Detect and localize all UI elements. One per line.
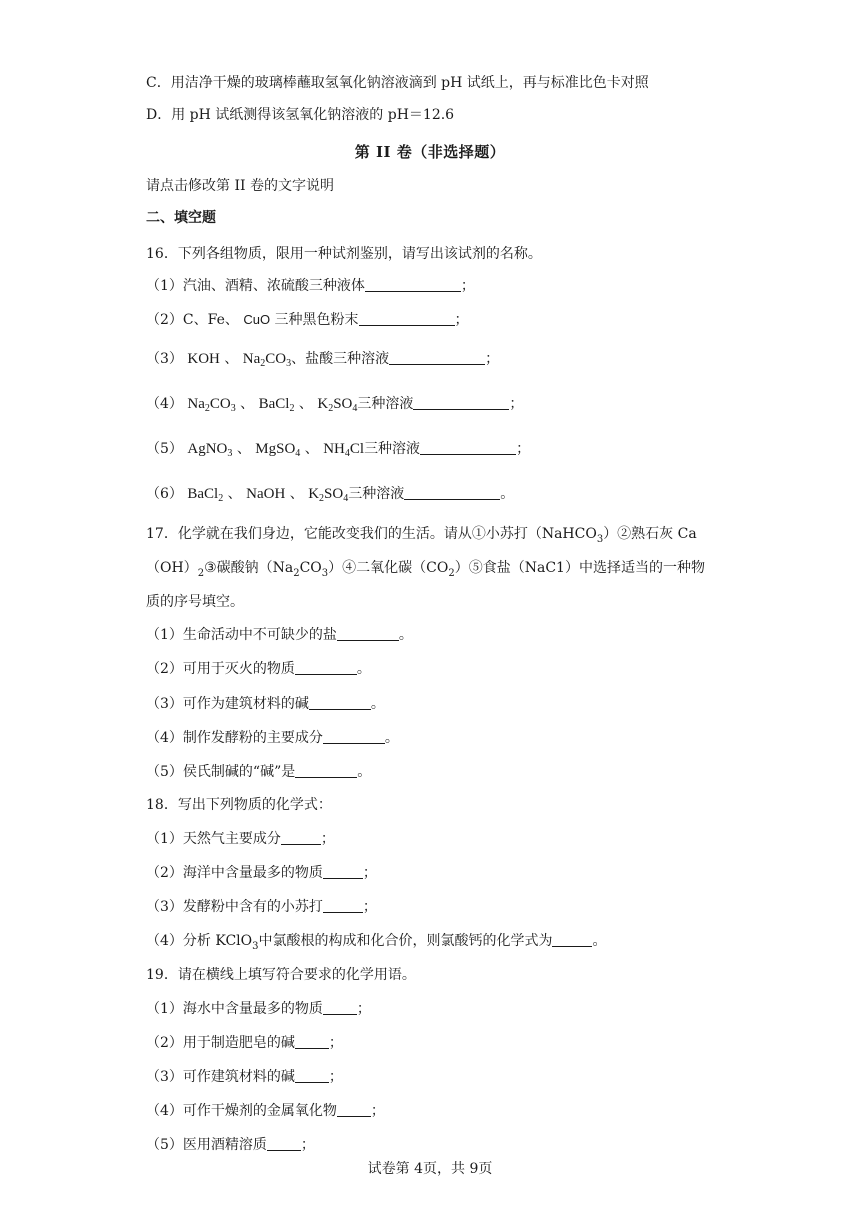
answer-blank[interactable] (295, 660, 357, 675)
formula: BaCl$_2$ (258, 396, 295, 414)
q18-item-3: （3）发酵粉中含有的小苏打 ； (146, 899, 377, 915)
answer-blank[interactable] (359, 311, 455, 326)
item-number: （5） (146, 441, 183, 457)
q19-item-1: （1）海水中含量最多的物质 ； (146, 1001, 371, 1017)
answer-blank[interactable] (309, 695, 371, 710)
answer-blank[interactable] (295, 1068, 329, 1083)
part-heading: 二、填空题 (146, 210, 216, 226)
item-text: 三种溶液 (348, 486, 405, 502)
answer-blank[interactable] (295, 763, 357, 778)
formula: NaOH (246, 486, 286, 502)
q17-stem-line-2: $(OH)_2③$碳酸钠$(Na_2CO_3)④$二氧化碳$(CO_2)⑤$食盐（NaC1）中选择适当的一种物 (146, 560, 705, 579)
formula: MgSO$_4$ (255, 441, 301, 459)
answer-blank[interactable] (323, 898, 363, 913)
section-note: 请点击修改第 II 卷的文字说明 (146, 178, 334, 194)
q16-stem: 16．下列各组物质，限用一种试剂鉴别，请写出该试剂的名称。 (146, 246, 542, 262)
item-prefix: C、Fe、 (182, 312, 239, 328)
option-d: D．用 pH 试纸测得该氢氧化钠溶液的 pH＝12.6 (146, 107, 455, 123)
item-text: 、盐酸三种溶液 (291, 351, 390, 367)
item-end: ； (509, 396, 524, 412)
formula: KOH (187, 351, 220, 367)
q17-stem-line-1: 17．化学就在我们身边，它能改变我们的生活。请从①小苏打（NaHCO$_3$）②熟石灰 Ca (146, 526, 697, 545)
item-number: （1） (146, 278, 183, 294)
item-end: ； (485, 351, 500, 367)
q18-item-4: （4）分析 KClO$_3$中氯酸根的构成和化合价，则氯酸钙的化学式为 。 (146, 933, 607, 952)
item-text: 三种黑色粉末 (274, 312, 359, 328)
answer-blank[interactable] (365, 277, 461, 292)
q17-item-5: （5）侯氏制碱的“碱”是 。 (146, 764, 372, 780)
q18-item-1: （1）天然气主要成分 ； (146, 831, 335, 847)
separator: 、 (236, 441, 251, 457)
item-number: （2） (146, 312, 183, 328)
answer-blank[interactable] (337, 626, 399, 641)
q19-item-2: （2）用于制造肥皂的碱 ； (146, 1035, 343, 1051)
formula: $NH_4Cl$ (323, 441, 365, 459)
q17-item-1: （1）生命活动中不可缺少的盐 。 (146, 627, 413, 643)
formula: $Na_2CO_3$ (242, 351, 292, 369)
formula: AgNO$_3$ (187, 441, 233, 459)
q17-stem-line-3: 质的序号填空。 (146, 594, 244, 610)
q16-item-6 (146, 485, 514, 503)
formula: $Na_2CO_3$ (187, 396, 236, 414)
q19-item-3: （3）可作建筑材料的碱 ； (146, 1069, 343, 1085)
q18-stem: 18．写出下列物质的化学式： (146, 797, 332, 813)
q17-item-2: （2）可用于灭火的物质 。 (146, 661, 371, 677)
item-end: ； (516, 441, 531, 457)
answer-blank[interactable] (337, 1102, 371, 1117)
item-number: （4） (146, 396, 183, 412)
answer-blank[interactable] (413, 395, 509, 410)
q17-item-4: （4）制作发酵粉的主要成分 。 (146, 730, 399, 746)
item-text: 三种溶液 (364, 441, 421, 457)
q16-item-5 (146, 440, 530, 458)
separator: 、 (224, 351, 239, 367)
item-number: （3） (146, 351, 183, 367)
q16-item-1 (146, 277, 475, 295)
answer-blank[interactable] (295, 1034, 329, 1049)
item-end: ； (460, 278, 475, 294)
q16-item-4 (146, 395, 523, 413)
q16-item-2 (146, 311, 469, 329)
answer-blank[interactable] (267, 1136, 301, 1151)
item-number: （6） (146, 486, 183, 502)
section-title: 第 II 卷（非选择题） (354, 143, 506, 161)
q16-item-3 (146, 350, 499, 368)
item-text: 汽油、酒精、浓硫酸三种液体 (182, 278, 365, 294)
formula-cuo: CuO (243, 312, 271, 327)
answer-blank[interactable] (552, 932, 592, 947)
formula: $K_2SO_4$ (308, 486, 349, 504)
item-end: 。 (500, 486, 515, 502)
separator: 、 (304, 441, 319, 457)
q18-item-2: （2）海洋中含量最多的物质 ； (146, 865, 377, 881)
answer-blank[interactable] (389, 350, 485, 365)
formula: $K_2SO_4$ (317, 396, 358, 414)
item-end: ； (454, 312, 469, 328)
q19-item-5: （5）医用酒精溶质 ； (146, 1137, 315, 1153)
separator: 、 (298, 396, 313, 412)
answer-blank[interactable] (404, 485, 500, 500)
answer-blank[interactable] (323, 729, 385, 744)
separator: 、 (289, 486, 304, 502)
separator: 、 (227, 486, 242, 502)
answer-blank[interactable] (420, 440, 516, 455)
answer-blank[interactable] (323, 864, 363, 879)
q19-stem: 19．请在横线上填写符合要求的化学用语。 (146, 967, 416, 983)
page-footer: 试卷第 4页，共 9页 (367, 1161, 493, 1177)
formula: BaCl$_2$ (187, 486, 224, 504)
q17-item-3: （3）可作为建筑材料的碱 。 (146, 696, 385, 712)
q19-item-4: （4）可作干燥剂的金属氧化物 ； (146, 1103, 385, 1119)
answer-blank[interactable] (323, 1000, 357, 1015)
option-c: C．用洁净干燥的玻璃棒蘸取氢氧化钠溶液滴到 pH 试纸上，再与标准比色卡对照 (146, 75, 649, 91)
item-text: 三种溶液 (357, 396, 414, 412)
answer-blank[interactable] (281, 830, 321, 845)
separator: 、 (240, 396, 255, 412)
